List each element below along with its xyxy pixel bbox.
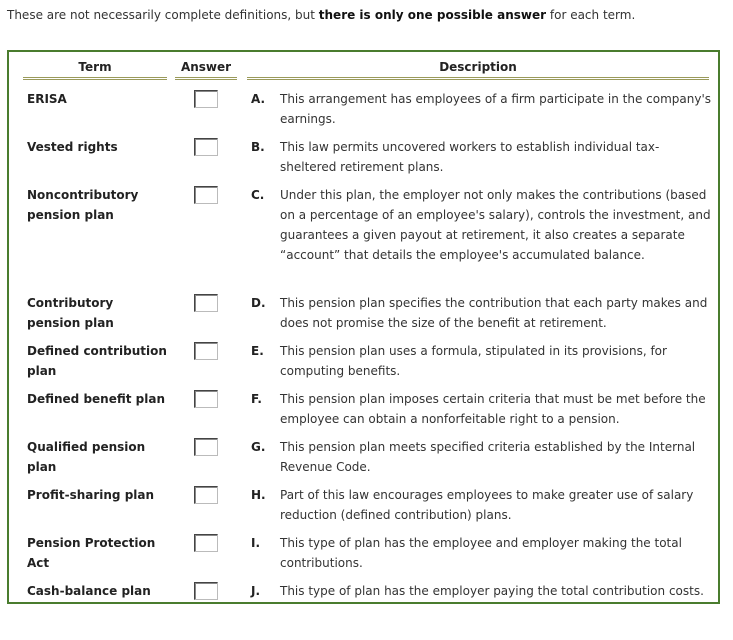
term-label: ERISA [27,92,67,106]
answer-input[interactable] [194,138,218,156]
description-letter: D. [251,296,266,310]
term-label: Defined contribution plan [27,344,167,378]
term-label: Contributory pension plan [27,296,114,330]
description-text: This arrangement has employees of a firm participate in the company's earnings. [280,92,712,126]
answer-input[interactable] [194,186,218,204]
term-label: Pension Protection Act [27,536,156,570]
header-term: Term [78,60,112,74]
description-text: This type of plan has the employee and employer making the total contributions. [280,536,682,570]
description-letter: I. [251,536,261,550]
description-text: This type of plan has the employer paying the total contribution costs. [280,584,704,598]
description-text: This pension plan uses a formula, stipulated in its provisions, for computing benefits. [280,344,667,378]
description-letter: G. [251,440,266,454]
answer-input[interactable] [194,582,218,600]
term-label: Profit-sharing plan [27,488,155,502]
answer-input[interactable] [194,294,218,312]
answer-input[interactable] [194,486,218,504]
instructions-emphasis: there is only one possible answer [318,8,547,22]
answer-input[interactable] [194,438,218,456]
header-rule-description [247,77,709,80]
term-label: Noncontributory pension plan [27,188,139,222]
description-letter: B. [251,140,265,154]
instructions-before: These are not necessarily complete definitions, but [7,8,319,22]
description-text: This pension plan meets specified criteria established by the Internal Revenue Code. [280,440,696,474]
answer-input[interactable] [194,342,218,360]
description-letter: H. [251,488,266,502]
description-letter: F. [251,392,262,406]
term-label: Defined benefit plan [27,392,166,406]
description-text: This pension plan imposes certain criteria that must be met before the employee can obtain a nonforfeitable right to a pension. [280,392,706,426]
matching-table [7,50,720,604]
description-text: This law permits uncovered workers to establish individual tax-sheltered retirement plans. [280,140,660,174]
term-label: Cash-balance plan [27,584,151,598]
description-letter: E. [251,344,264,358]
answer-input[interactable] [194,90,218,108]
instructions [7,8,635,22]
term-label: Vested rights [27,140,118,154]
description-text: Under this plan, the employer not only makes the contributions (based on a percentage of an employee's salary), controls the investment, and guarantees a given payout at retirement, it also creates a separate “account” that details the employee's accumulated balance. [280,188,711,262]
header-answer: Answer [180,60,232,74]
description-text: This pension plan specifies the contribution that each party makes and does not promise the size of the benefit at retirement. [280,296,708,330]
description-text: Part of this law encourages employees to make greater use of salary reduction (defined contribution) plans. [280,488,694,522]
header-rule-term [23,77,167,80]
answer-input[interactable] [194,534,218,552]
instructions-after: for each term. [546,8,636,22]
term-label: Qualified pension plan [27,440,146,474]
description-letter: A. [251,92,266,106]
header-rule-answer [175,77,237,80]
header-description: Description [439,60,517,74]
description-letter: J. [251,584,261,598]
answer-input[interactable] [194,390,218,408]
description-letter: C. [251,188,265,202]
